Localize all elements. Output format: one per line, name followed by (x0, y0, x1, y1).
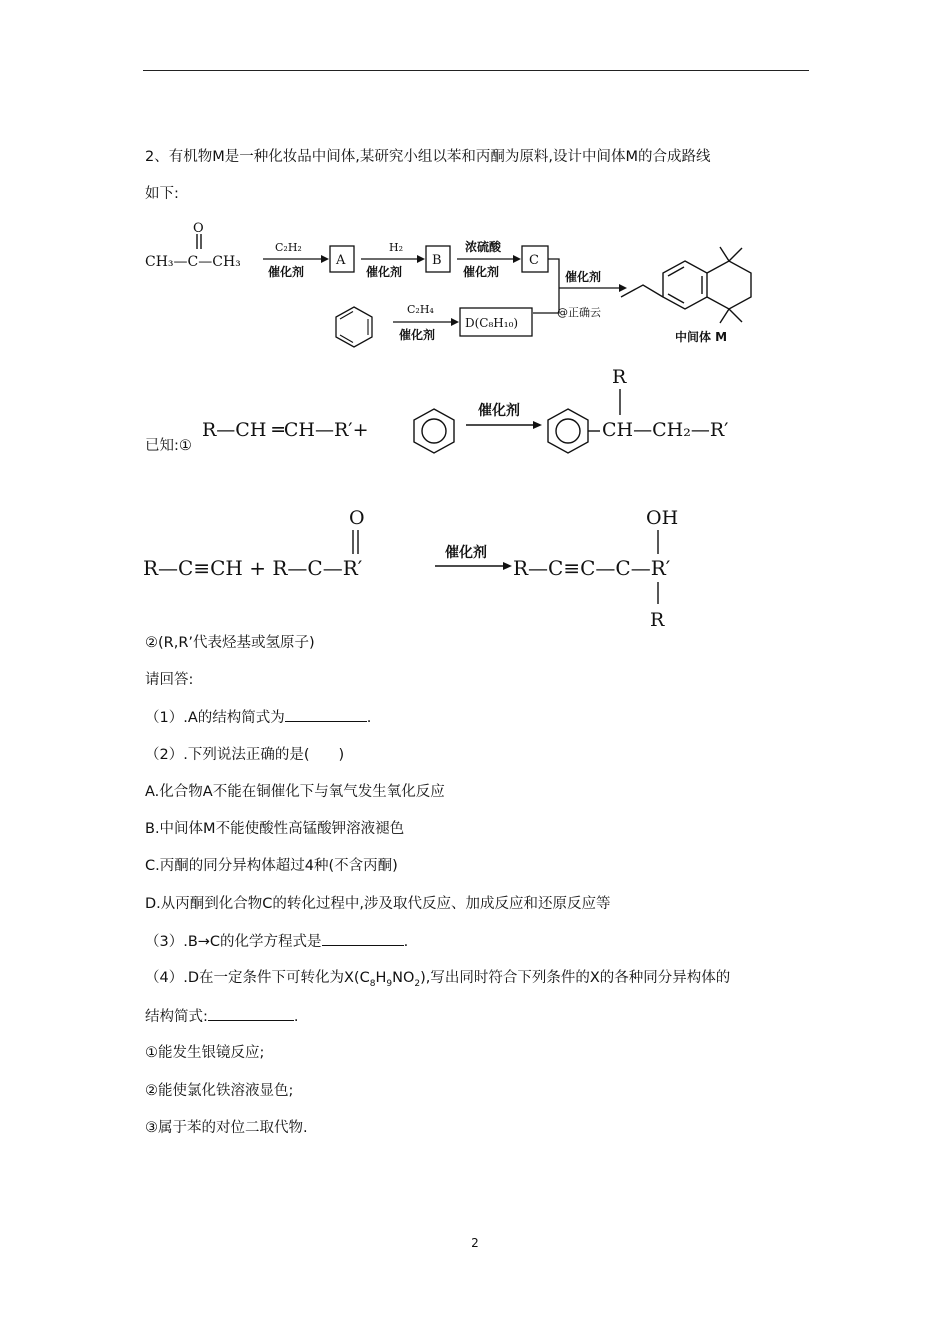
question-4-line2-text: 结构简式: (145, 1009, 208, 1025)
formula-sub-8: 8 (369, 979, 376, 989)
acetone-formula: CH₃—C—CH₃ (145, 254, 241, 270)
eq1-left: R—CH ═CH—R′+ (202, 419, 369, 441)
box-a: A (336, 253, 346, 268)
eq2-o: O (349, 507, 365, 529)
eq2-left: R—C≡CH + R—C—R′ (143, 556, 363, 580)
question-1-text: （1）.A的结构简式为 (145, 710, 285, 726)
formula-sub-9: 9 (386, 979, 393, 989)
option-c: C.丙酮的同分异构体超过4种(不含丙酮) (145, 858, 398, 874)
catalyst-5: 催化剂 (399, 328, 436, 342)
known-note: ②(R,R’代表烃基或氢原子) (145, 635, 315, 651)
formula-sub-2: 2 (414, 979, 421, 989)
eq2-oh: OH (646, 507, 679, 529)
condition-3: ③属于苯的对位二取代物. (145, 1120, 308, 1136)
eq2-catalyst: 催化剂 (445, 545, 487, 561)
eq1-right: CH—CH₂—R′ (602, 419, 729, 441)
watermark: @正确云 (557, 306, 601, 319)
option-d: D.从丙酮到化合物C的转化过程中,涉及取代反应、加成反应和还原反应等 (145, 896, 611, 912)
question-3 (145, 931, 408, 952)
eq2-r: R (650, 609, 665, 631)
known-reaction-1 (200, 365, 765, 460)
option-a: A.化合物A不能在铜催化下与氧气发生氧化反应 (145, 784, 445, 800)
intermediate-m-structure (621, 247, 751, 323)
known-reaction-2 (143, 500, 743, 635)
question-intro-line2: 如下: (145, 186, 179, 202)
box-b: B (432, 253, 442, 268)
condition-1: ①能发生银镜反应; (145, 1045, 265, 1061)
question-3-end: . (403, 934, 409, 950)
eq2-right: R—C≡C—C—R′ (513, 556, 671, 580)
answer-blank-1[interactable] (285, 707, 367, 722)
question-4-line2 (145, 1006, 299, 1027)
question-4-pre: （4）.D在一定条件下可转化为X(C (145, 970, 370, 986)
answer-blank-4[interactable] (208, 1006, 294, 1021)
option-b: B.中间体M不能使酸性高锰酸钾溶液褪色 (145, 821, 405, 837)
question-4-line1 (145, 968, 730, 994)
acetone-oxygen: O (193, 221, 204, 236)
box-d: D(C₈H₁₀) (465, 316, 519, 330)
answer-blank-3[interactable] (322, 931, 404, 946)
known-prefix: 已知:① (145, 438, 192, 454)
reagent-h2: H₂ (389, 241, 404, 254)
catalyst-1: 催化剂 (268, 265, 305, 279)
question-intro-line1: 2、有机物M是一种化妆品中间体,某研究小组以苯和丙酮为原料,设计中间体M的合成路线 (145, 149, 711, 165)
condition-2: ②能使氯化铁溶液显色; (145, 1083, 294, 1099)
eq1-right-r: R (612, 366, 627, 388)
catalyst-4: 催化剂 (565, 270, 602, 284)
answer-prompt: 请回答: (145, 672, 194, 688)
catalyst-3: 催化剂 (463, 265, 500, 279)
question-3-text: （3）.B→C的化学方程式是 (145, 934, 322, 950)
benzene-ring (336, 307, 372, 347)
question-4-post: ),写出同时符合下列条件的X的各种同分异构体的 (420, 970, 731, 986)
reagent-c2h2: C₂H₂ (275, 241, 302, 254)
question-1 (145, 707, 371, 728)
catalyst-2: 催化剂 (366, 265, 403, 279)
formula-h: H (375, 970, 387, 986)
question-4-line2-end: . (293, 1009, 299, 1025)
page-number: 2 (471, 1236, 479, 1250)
eq1-benzene-2 (548, 409, 588, 453)
eq1-benzene-1 (414, 409, 454, 453)
question-1-end: . (366, 710, 372, 726)
formula-no: NO (392, 970, 415, 986)
reagent-conc-h2so4: 浓硫酸 (465, 240, 502, 254)
header-rule (143, 70, 809, 71)
synthesis-route-figure (145, 215, 760, 350)
question-2: （2）.下列说法正确的是( ) (145, 747, 345, 763)
reagent-c2h4: C₂H₄ (407, 303, 434, 316)
box-c: C (529, 253, 539, 268)
eq1-catalyst: 催化剂 (478, 403, 520, 419)
intermediate-m-label: 中间体 M (675, 330, 728, 344)
